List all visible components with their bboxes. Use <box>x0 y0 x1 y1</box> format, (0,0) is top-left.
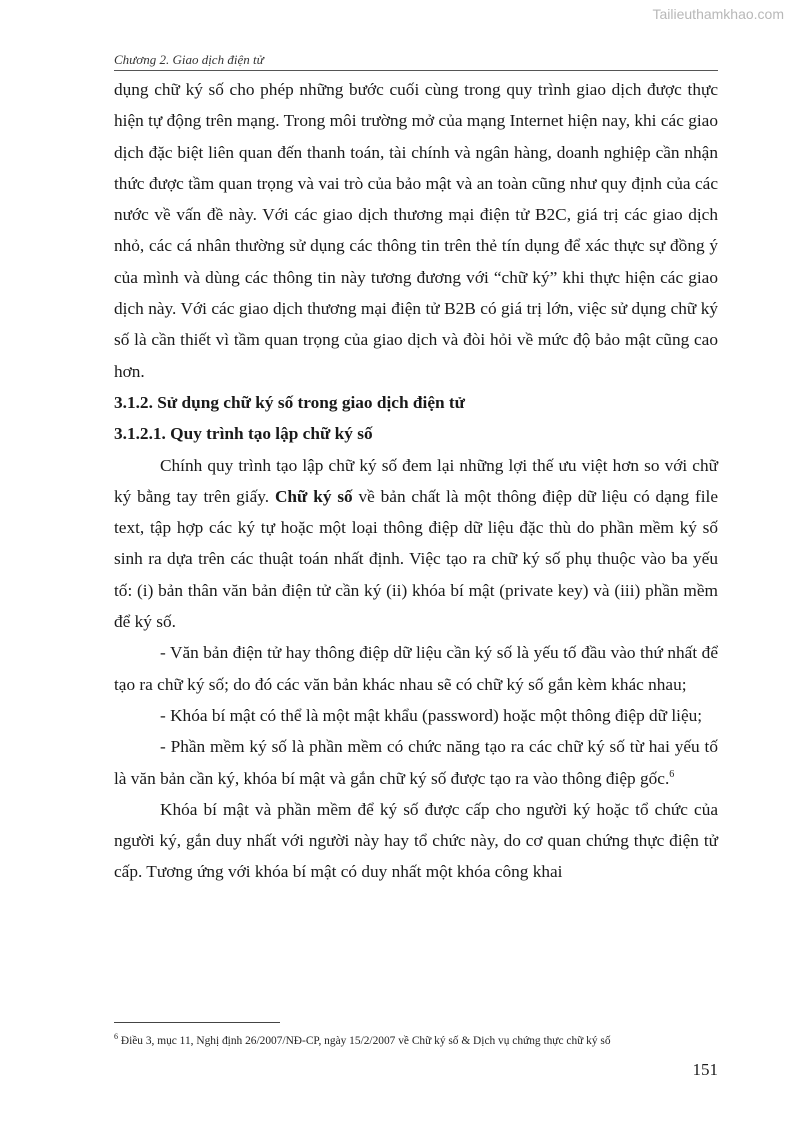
footnote <box>114 1029 718 1049</box>
list-item-private-key: - Khóa bí mật có thể là một mật khẩu (password) hoặc một thông điệp dữ liệu; <box>160 705 703 725</box>
paragraph-keys: Khóa bí mật và phần mềm để ký số được cấp cho người ký hoặc tổ chức của người ký, gắn duy nhất với người này hay tổ chức này, do cơ quan chứng thực điện tử cấp. Tương ứng với khóa bí mật có duy nhất một khóa công khai <box>114 799 718 882</box>
footnote-mark: 6 <box>114 1032 118 1041</box>
paragraph-definition-rest: về bản chất là một thông điệp dữ liệu có dạng file text, tập hợp các ký tự hoặc một loại thông điệp dữ liệu đặc thù do phần mềm ký số sinh ra dựa trên các thuật toán nhất định. Việc tạo ra chữ ký số phụ thuộc vào ba yếu tố: (i) bản thân văn bản điện tử cần ký (ii) khóa bí mật (private key) và (iii) phần mềm để ký số. <box>114 486 718 632</box>
page-body <box>114 74 718 888</box>
paragraph-definition <box>114 450 718 638</box>
footnote-rule <box>114 1022 280 1023</box>
running-head: Chương 2. Giao dịch điện tử <box>114 52 264 67</box>
footnote-reference[interactable]: 6 <box>669 768 675 780</box>
paragraph-intro: dụng chữ ký số cho phép những bước cuối cùng trong quy trình giao dịch được thực hiện tự động trên mạng. Trong môi trường mở của mạng Internet hiện nay, khi các giao dịch đặc biệt liên quan đến thanh toán, tài chính và ngân hàng, doanh nghiệp cần nhận thức được tầm quan trọng và vai trò của bảo mật và an toàn cũng như quy định của các nước về vấn đề này. Với các giao dịch thương mại điện tử B2C, giá trị các giao dịch nhỏ, các cá nhân thường sử dụng các thông tin trên thẻ tín dụng để xác thực sự đồng ý của mình và dùng các thông tin này tương đương với “chữ ký” khi thực hiện các giao dịch này. Với các giao dịch thương mại điện tử B2B có giá trị lớn, việc sử dụng chữ ký số là cần thiết vì tầm quan trọng của giao dịch và đòi hỏi về mức độ bảo mật cũng cao hơn. <box>114 80 718 381</box>
paragraph-definition-lead: Chính quy trình tạo lập chữ ký số đem lại những lợi thế ưu việt hơn so với chữ ký bằng tay trên giấy. <box>114 455 718 506</box>
section-heading: 3.1.2. Sử dụng chữ ký số trong giao dịch điện tử <box>114 392 466 412</box>
list-item-software <box>114 731 718 794</box>
subsection-heading: 3.1.2.1. Quy trình tạo lập chữ ký số <box>114 424 373 444</box>
header-rule <box>114 70 718 71</box>
footnote-text: Điều 3, mục 11, Nghị định 26/2007/NĐ-CP, ngày 15/2/2007 về Chữ ký số & Dịch vụ chứng thực chữ ký số <box>118 1034 611 1047</box>
list-item-document: - Văn bản điện tử hay thông điệp dữ liệu cần ký số là yếu tố đầu vào thứ nhất để tạo ra chữ ký số; do đó các văn bản khác nhau sẽ có chữ ký số gắn kèm khác nhau; <box>114 643 718 694</box>
watermark: Tailieuthamkhao.com <box>652 6 784 22</box>
term-digital-signature: Chữ ký số <box>274 486 353 506</box>
page-number: 151 <box>692 1060 718 1079</box>
list-item-software-text: - Phần mềm ký số là phần mềm có chức năng tạo ra các chữ ký số từ hai yếu tố là văn bản cần ký, khóa bí mật và gắn chữ ký số được tạo ra vào thông điệp gốc. <box>114 737 718 788</box>
